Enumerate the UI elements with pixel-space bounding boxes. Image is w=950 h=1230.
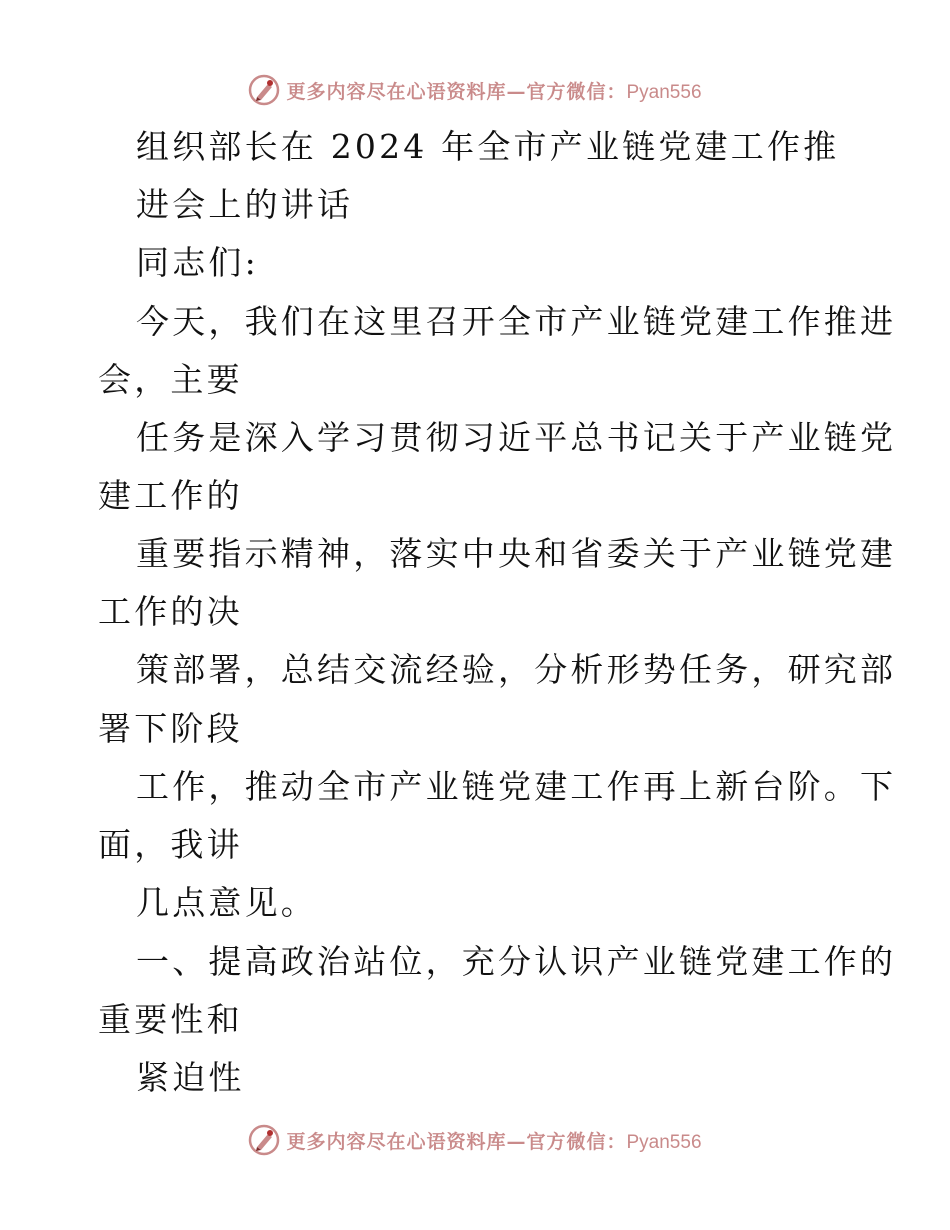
watermark-text: 更多内容尽在心语资料库—官方微信：Pyan556 bbox=[286, 80, 702, 103]
paragraph-line: 任务是深入学习贯彻习近平总书记关于产业链党 bbox=[136, 418, 897, 457]
paragraph-line: 会，主要 bbox=[98, 360, 243, 399]
document-title-line-1: 组织部长在 2024 年全市产业链党建工作推 bbox=[136, 127, 840, 166]
section-heading-line: 重要性和 bbox=[98, 1000, 243, 1039]
paragraph-line: 工作，推动全市产业链党建工作再上新台阶。下 bbox=[136, 767, 897, 806]
salutation: 同志们: bbox=[136, 243, 259, 282]
watermark-banner-bottom bbox=[0, 1120, 950, 1160]
document-title-line-2: 进会上的讲话 bbox=[136, 185, 354, 224]
paragraph-line: 署下阶段 bbox=[98, 709, 243, 748]
paragraph-line: 几点意见。 bbox=[136, 883, 317, 922]
watermark-text: 更多内容尽在心语资料库—官方微信：Pyan556 bbox=[286, 1130, 702, 1153]
paragraph-line: 工作的决 bbox=[98, 592, 243, 631]
paragraph-line: 面，我讲 bbox=[98, 825, 243, 864]
paragraph-line: 今天，我们在这里召开全市产业链党建工作推进 bbox=[136, 302, 897, 341]
pen-logo-icon bbox=[248, 1124, 280, 1156]
paragraph-line: 策部署，总结交流经验，分析形势任务，研究部 bbox=[136, 650, 897, 689]
paragraph-line: 重要指示精神，落实中央和省委关于产业链党建 bbox=[136, 534, 897, 573]
paragraph-line: 建工作的 bbox=[98, 476, 243, 515]
section-heading-line: 紧迫性 bbox=[136, 1058, 245, 1097]
section-heading-line: 一、提高政治站位，充分认识产业链党建工作的 bbox=[136, 942, 897, 981]
